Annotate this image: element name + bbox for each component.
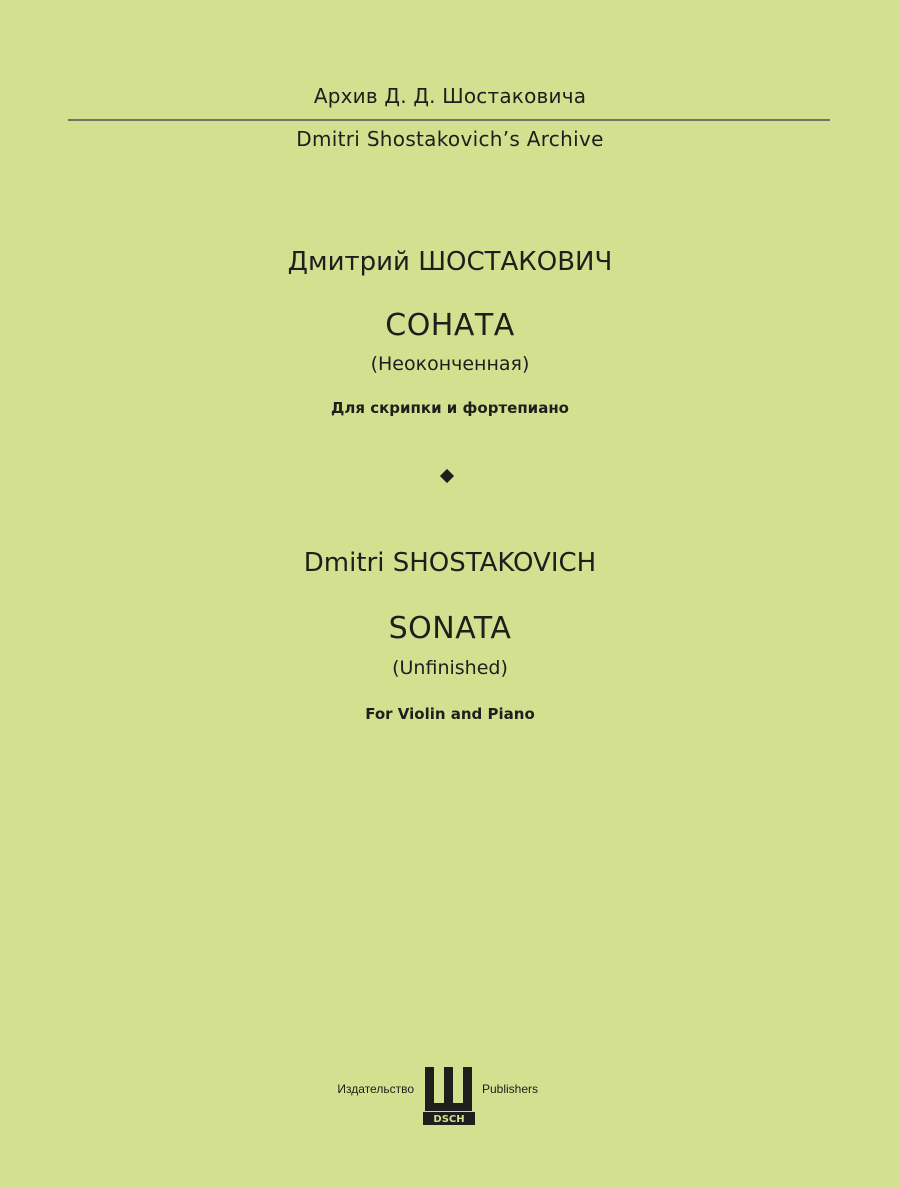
publisher-label-en: Publishers bbox=[482, 1082, 539, 1096]
composer-name-ru: Дмитрий ШОСТАКОВИЧ bbox=[287, 247, 613, 277]
divider-line bbox=[68, 119, 830, 121]
instrumentation-en: For Violin and Piano bbox=[365, 705, 535, 723]
composer-name-en: Dmitri SHOSTAKOVICH bbox=[303, 548, 597, 578]
logo-text: DSCH bbox=[433, 1114, 465, 1125]
work-subtitle-ru: (Неоконченная) bbox=[370, 353, 530, 375]
archive-title-en: Dmitri Shostakovich’s Archive bbox=[296, 127, 604, 151]
work-title-ru: СОНАТА bbox=[385, 308, 515, 343]
work-title-en: SONATA bbox=[388, 611, 512, 646]
archive-title-ru: Архив Д. Д. Шостаковича bbox=[313, 84, 587, 108]
instrumentation-ru: Для скрипки и фортепиано bbox=[331, 399, 569, 417]
work-subtitle-en: (Unfinished) bbox=[392, 657, 508, 679]
dsch-logo-icon bbox=[423, 1067, 475, 1125]
publisher-label-ru: Издательство bbox=[337, 1082, 414, 1096]
diamond-ornament-icon bbox=[440, 469, 454, 483]
